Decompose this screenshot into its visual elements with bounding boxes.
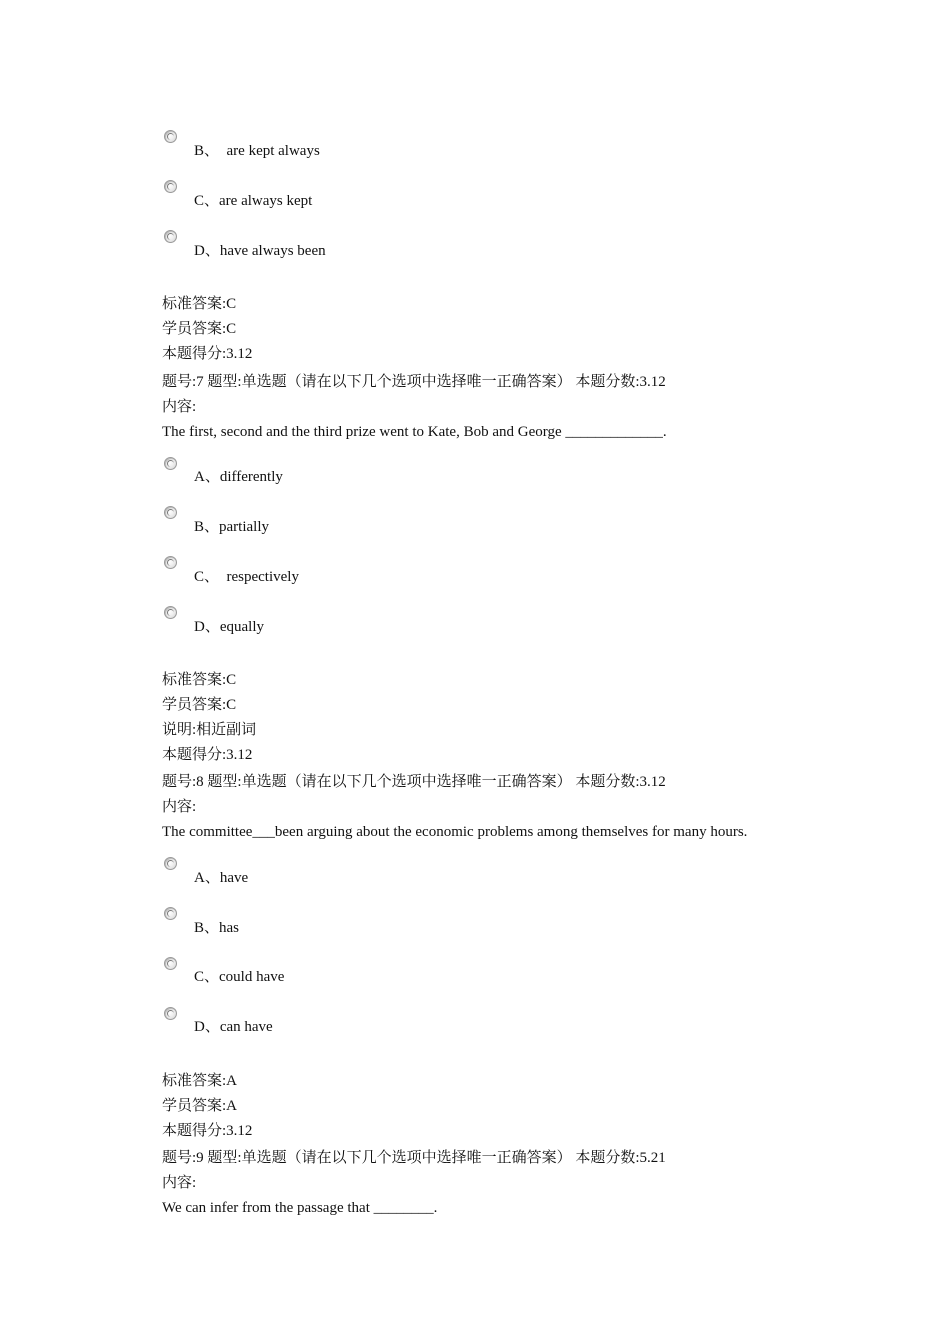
option-label-q7-d: D、equally bbox=[194, 619, 264, 635]
radio-option-q6-c[interactable] bbox=[164, 180, 177, 193]
q7-question-text: The first, second and the third prize went to Kate, Bob and George _____________. bbox=[162, 424, 667, 440]
radio-option-q7-b[interactable] bbox=[164, 506, 177, 519]
option-label-q8-d: D、can have bbox=[194, 1019, 273, 1035]
option-label-q7-a: A、differently bbox=[194, 469, 283, 485]
radio-option-q8-c[interactable] bbox=[164, 957, 177, 970]
radio-option-q8-d[interactable] bbox=[164, 1007, 177, 1020]
q6-student-answer: 学员答案:C bbox=[162, 321, 237, 337]
option-label-q8-c: C、could have bbox=[194, 969, 285, 985]
option-label-q6-d: D、have always been bbox=[194, 243, 326, 259]
q7-explanation: 说明:相近副词 bbox=[162, 722, 257, 738]
q7-standard-answer: 标准答案:C bbox=[162, 672, 237, 688]
q8-score: 本题得分:3.12 bbox=[162, 1123, 253, 1139]
q8-standard-answer: 标准答案:A bbox=[162, 1073, 238, 1089]
q6-score: 本题得分:3.12 bbox=[162, 346, 253, 362]
q9-content-label: 内容: bbox=[162, 1175, 197, 1191]
option-label-q6-b: B、 are kept always bbox=[194, 143, 320, 159]
radio-option-q6-d[interactable] bbox=[164, 230, 177, 243]
q8-question-text: The committee___been arguing about the economic problems among themselves for many hours. bbox=[162, 824, 748, 840]
radio-option-q7-c[interactable] bbox=[164, 556, 177, 569]
option-label-q7-b: B、partially bbox=[194, 519, 269, 535]
q8-header: 题号:8 题型:单选题（请在以下几个选项中选择唯一正确答案） 本题分数:3.12 bbox=[162, 774, 666, 790]
radio-option-q8-b[interactable] bbox=[164, 907, 177, 920]
q7-content-label: 内容: bbox=[162, 399, 197, 415]
q8-content-label: 内容: bbox=[162, 799, 197, 815]
radio-option-q7-d[interactable] bbox=[164, 606, 177, 619]
q9-header: 题号:9 题型:单选题（请在以下几个选项中选择唯一正确答案） 本题分数:5.21 bbox=[162, 1150, 666, 1166]
option-label-q7-c: C、 respectively bbox=[194, 569, 299, 585]
radio-option-q6-b[interactable] bbox=[164, 130, 177, 143]
option-label-q8-b: B、has bbox=[194, 920, 240, 936]
option-label-q8-a: A、have bbox=[194, 870, 249, 886]
q9-question-text: We can infer from the passage that ________. bbox=[162, 1200, 438, 1216]
radio-option-q7-a[interactable] bbox=[164, 457, 177, 470]
q7-student-answer: 学员答案:C bbox=[162, 697, 237, 713]
q7-score: 本题得分:3.12 bbox=[162, 747, 253, 763]
option-label-q6-c: C、are always kept bbox=[194, 193, 313, 209]
q6-standard-answer: 标准答案:C bbox=[162, 296, 237, 312]
radio-option-q8-a[interactable] bbox=[164, 857, 177, 870]
q8-student-answer: 学员答案:A bbox=[162, 1098, 238, 1114]
q7-header: 题号:7 题型:单选题（请在以下几个选项中选择唯一正确答案） 本题分数:3.12 bbox=[162, 374, 666, 390]
